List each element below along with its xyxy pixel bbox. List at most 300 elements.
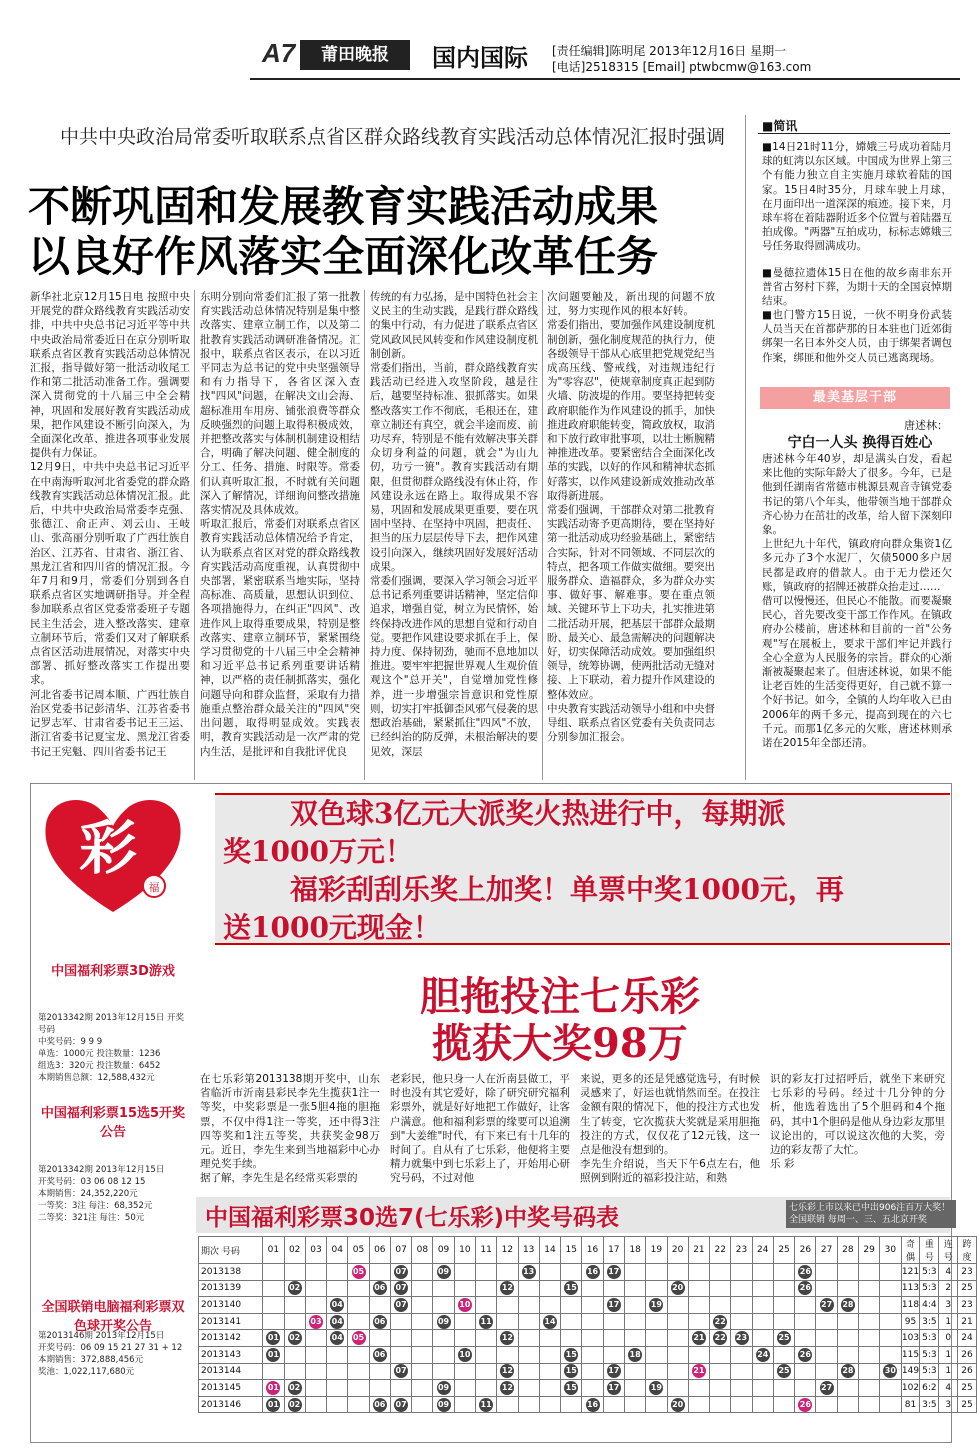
ball-cell [688, 1363, 709, 1380]
welfare-lottery-logo [38, 790, 198, 920]
15x5-results: 第2013342期 2013年12月15日 开奖号码：03 06 08 12 15 本期销售：24,352,220元 一等奖：3注 每注：68,352元 二等奖：321注 每注：50元 [38, 1165, 165, 1223]
header-number: 03 [305, 1237, 326, 1264]
winning-ball: 18 [628, 1348, 642, 1362]
winning-ball: 01 [266, 1398, 280, 1412]
empty-cell [731, 1396, 752, 1413]
draw-stat: 103 [901, 1330, 920, 1347]
empty-cell [412, 1396, 433, 1413]
empty-cell [539, 1297, 560, 1314]
header-number: 13 [518, 1237, 539, 1264]
winning-ball: 22 [713, 1315, 727, 1329]
ball-cell [497, 1380, 518, 1397]
empty-cell [603, 1346, 624, 1363]
empty-cell [710, 1280, 731, 1297]
empty-cell [688, 1380, 709, 1397]
empty-cell [731, 1363, 752, 1380]
empty-cell [667, 1264, 688, 1281]
draw-row [199, 1330, 977, 1347]
empty-cell [390, 1380, 411, 1397]
winning-ball: 24 [756, 1348, 770, 1362]
winning-ball: 09 [437, 1381, 451, 1395]
header-number: 02 [284, 1237, 305, 1264]
feature-body: 唐述林今年40岁，却是满头白发，看起来比他的实际年龄大了很多。今年，已是他到任湖南省常德市桃源县观音寺镇党委书记的第八个年头，他带领当地干部群众齐心协力在茁壮的改革，给人留下深刻印象。 上世纪九十年代，镇政府向群众集资1亿多元办了3个水泥厂，欠债5000多户居民都是政府的借款人。由于无力偿还欠账，镇政府的招牌还被群众抬走过…… 借可以慢慢还，但民心不能散。而要凝聚民心，首先要改变干部工作作风。在镇政府办公楼前，唐述林和目前的一首"公务观"写在展板上，要求干部们牢记并践行全心全意为人民服务的宗旨。群众的心渐渐被凝聚起来了。但唐述林说，如果不能让老百姓的生活变得更好，自己就不算一个好书记。如今，全镇的人均年收入已由2006年的两千多元，提高到现在的六七千元。而那1亿多元的欠账，唐述林则承诺在2015年全部还清。 [762, 453, 952, 750]
empty-cell [475, 1264, 496, 1281]
empty-cell [582, 1330, 603, 1347]
header-number: 07 [390, 1237, 411, 1264]
empty-cell [305, 1264, 326, 1281]
winning-ball: 12 [500, 1331, 514, 1345]
draw-issue: 2013138 [199, 1264, 263, 1281]
empty-cell [518, 1346, 539, 1363]
empty-cell [731, 1346, 752, 1363]
headline-line-1: 不断巩固和发展教育实践活动成果 [28, 182, 659, 231]
empty-cell [497, 1396, 518, 1413]
ball-cell [454, 1346, 475, 1363]
draw-stat: 115 [901, 1346, 920, 1363]
draw-stat: 25 [958, 1280, 977, 1297]
empty-cell [305, 1346, 326, 1363]
empty-cell [263, 1297, 284, 1314]
winning-ball: 07 [394, 1298, 408, 1312]
empty-cell [837, 1330, 858, 1347]
draw-issue: 2013145 [199, 1380, 263, 1397]
brief-item: ■也门警方15日说，一伙不明身份武装人员当天在首都萨那的日本驻也门近郊街绑架一名日本外交人员，由于绑架者调包作案，绑匪和他外交人员已逃离现场。 [762, 309, 952, 364]
draw-stat: 5:3 [920, 1280, 939, 1297]
empty-cell [731, 1297, 752, 1314]
empty-cell [348, 1380, 369, 1397]
empty-cell [859, 1264, 880, 1281]
winning-ball: 06 [373, 1281, 387, 1295]
empty-cell [667, 1380, 688, 1397]
empty-cell [539, 1363, 560, 1380]
empty-cell [624, 1280, 645, 1297]
empty-cell [369, 1264, 390, 1281]
empty-cell [752, 1380, 773, 1397]
winning-ball: 06 [373, 1348, 387, 1362]
feature-banner: 最美基层干部 [760, 387, 950, 409]
draw-stat: 5:3 [920, 1363, 939, 1380]
logo-char: 彩 [78, 814, 138, 882]
ball-cell [731, 1330, 752, 1347]
banner-line-2: 奖1000万元！ [223, 835, 413, 868]
empty-cell [880, 1330, 901, 1347]
empty-cell [412, 1313, 433, 1330]
double-color-title: 全国联销电脑福利彩票双色球开奖公告 [41, 1300, 185, 1334]
draw-stat: 2 [939, 1280, 958, 1297]
header-number: 27 [816, 1237, 837, 1264]
empty-cell [880, 1396, 901, 1413]
empty-cell [561, 1297, 582, 1314]
ball-cell [688, 1330, 709, 1347]
empty-cell [454, 1396, 475, 1413]
empty-cell [731, 1380, 752, 1397]
empty-cell [454, 1363, 475, 1380]
winning-ball: 17 [607, 1364, 621, 1378]
winning-ball: 19 [649, 1381, 663, 1395]
ball-cell [773, 1363, 794, 1380]
brief-label: ■简讯 [762, 119, 798, 133]
winning-ball: 26 [798, 1281, 812, 1295]
header-number: 25 [773, 1237, 794, 1264]
empty-cell [837, 1346, 858, 1363]
ball-cell [263, 1396, 284, 1413]
header-stat: 跨度 [958, 1237, 977, 1264]
empty-cell [348, 1280, 369, 1297]
empty-cell [475, 1280, 496, 1297]
ball-cell [390, 1280, 411, 1297]
draw-row [199, 1313, 977, 1330]
draw-row [199, 1396, 977, 1413]
ball-cell [837, 1363, 858, 1380]
ball-cell [539, 1313, 560, 1330]
empty-cell [816, 1346, 837, 1363]
empty-cell [263, 1264, 284, 1281]
empty-cell [624, 1396, 645, 1413]
empty-cell [816, 1280, 837, 1297]
empty-cell [624, 1330, 645, 1347]
empty-cell [305, 1363, 326, 1380]
winning-ball: 27 [820, 1298, 834, 1312]
ball-cell [497, 1280, 518, 1297]
empty-cell [859, 1330, 880, 1347]
brief-item: ■曼德拉遗体15日在他的故乡南非东开普省古努村下葬，为期十天的全国哀悼期结束。 [762, 267, 952, 308]
empty-cell [433, 1363, 454, 1380]
empty-cell [412, 1280, 433, 1297]
ball-cell [390, 1363, 411, 1380]
ball-cell [284, 1380, 305, 1397]
empty-cell [752, 1396, 773, 1413]
empty-cell [327, 1396, 348, 1413]
winning-ball: 02 [288, 1331, 302, 1345]
empty-cell [624, 1380, 645, 1397]
promo-column-4: 识的彩友打过招呼后，就坐下来研究七乐彩的号码。经过十几分钟的分析，他选着选出了5个胆码和4个拖码，其中1个胆码是他从身边彩友那里议论出的，可以说这次他的大奖，旁边的彩友帮了大忙。 乐 彩 [770, 1073, 945, 1171]
draw-stat: 0 [939, 1330, 958, 1347]
header-number: 20 [667, 1237, 688, 1264]
winning-ball: 04 [330, 1331, 344, 1345]
draw-stat: 6:2 [920, 1380, 939, 1397]
empty-cell [305, 1280, 326, 1297]
empty-cell [688, 1297, 709, 1314]
empty-cell [646, 1363, 667, 1380]
empty-cell [412, 1297, 433, 1314]
draw-stat: 21 [958, 1313, 977, 1330]
special-ball: 21 [692, 1364, 706, 1378]
header-number: 17 [603, 1237, 624, 1264]
ball-cell [710, 1313, 731, 1330]
ball-cell [369, 1280, 390, 1297]
ball-cell [561, 1280, 582, 1297]
ball-cell [795, 1396, 816, 1413]
header-stat: 奇偶 [901, 1237, 920, 1264]
winning-ball: 22 [713, 1331, 727, 1345]
draw-stat: 149 [901, 1363, 920, 1380]
heart-logo-icon [38, 790, 188, 918]
winning-ball: 02 [288, 1381, 302, 1395]
empty-cell [859, 1346, 880, 1363]
header-number: 06 [369, 1237, 390, 1264]
empty-cell [327, 1346, 348, 1363]
sidebar-divider [745, 115, 746, 780]
ball-cell [582, 1264, 603, 1281]
empty-cell [327, 1363, 348, 1380]
empty-cell [582, 1346, 603, 1363]
winning-ball: 20 [671, 1398, 685, 1412]
winning-ball: 12 [500, 1381, 514, 1395]
empty-cell [752, 1264, 773, 1281]
ball-cell [433, 1396, 454, 1413]
draw-row [199, 1346, 977, 1363]
empty-cell [795, 1297, 816, 1314]
empty-cell [518, 1380, 539, 1397]
empty-cell [837, 1396, 858, 1413]
empty-cell [539, 1346, 560, 1363]
winning-ball: 19 [649, 1298, 663, 1312]
empty-cell [624, 1363, 645, 1380]
ball-cell [348, 1330, 369, 1347]
promo-column-2: 老彩民，他只身一人在沂南县做工，平时也没有其它爱好，除了研究研究福利彩票外，就是好好地把工作做好，让客户满意。他和福利彩票的缘要可以追溯到"大姜维"时代，有下来已有十几年的时间了。自从有了七乐彩，他便将主要精力就集中到七乐彩上了，开始用心研究号码，不过对他 [390, 1073, 570, 1185]
empty-cell [433, 1330, 454, 1347]
empty-cell [561, 1264, 582, 1281]
3d-game-title: 中国福利彩票3D游戏 [51, 964, 175, 979]
winning-ball: 11 [479, 1315, 493, 1329]
special-ball: 01 [266, 1381, 280, 1395]
ball-cell [390, 1396, 411, 1413]
logo-sub-char: 福 [148, 881, 160, 894]
ball-cell [603, 1363, 624, 1380]
empty-cell [539, 1380, 560, 1397]
empty-cell [603, 1280, 624, 1297]
empty-cell [412, 1264, 433, 1281]
empty-cell [475, 1346, 496, 1363]
paper-logo: 莆田晚报 [300, 40, 410, 70]
empty-cell [624, 1264, 645, 1281]
draw-row [199, 1363, 977, 1380]
empty-cell [284, 1313, 305, 1330]
winning-ball: 25 [777, 1331, 791, 1345]
empty-cell [859, 1313, 880, 1330]
empty-cell [816, 1330, 837, 1347]
ball-cell [667, 1280, 688, 1297]
empty-cell [816, 1313, 837, 1330]
winning-ball: 20 [671, 1281, 685, 1295]
article-column-4: 次问题要触及，新出现的问题不放过，努力实现作风的根本好转。 常委们指出，要加强作风建设制度机制创新，强化制度规范的执行力，使各级领导干部从心底里把党规党纪当成高压线、警戒线，对违规违纪行为"零容忍"，使规章制度真正起到防火墙、防波堤的作用。要坚持把转变政府职能作为作风建设的抓手，加快推进政府职能转变，简政放权，取消和下放行政审批事项，以壮士断腕精神推进改革。要紧密结合全面深化改革的实践，以好的作风和精神状态抓好落实，以作风建设新成效推动改革取得新进展。 常委们强调，干部群众对第二批教育实践活动寄予更高期待，要在坚持好第一批活动成功经验基础上，紧密结合实际，针对不同领域、不同层次的特点，把各项工作做实做细。要突出服务群众、造福群众，多为群众办实事、做好事、解难事。要在重点领域、关键环节上下功夫，扎实推进第二批活动开展，把基层干部群众最期盼、最关心、最急需解决的问题解决好，切实保障活动成效。要加强组织领导，统筹协调，使两批活动无缝对接、上下联动，着力提升作风建设的整体效应。 中央教育实践活动领导小组和中央督导组、联系点省区党委有关负责同志分别参加汇报会。 [547, 291, 715, 744]
header-number: 16 [582, 1237, 603, 1264]
winning-ball: 01 [266, 1331, 280, 1345]
empty-cell [284, 1264, 305, 1281]
empty-cell [752, 1363, 773, 1380]
empty-cell [688, 1264, 709, 1281]
ball-cell [284, 1330, 305, 1347]
draw-stat: 5:3 [920, 1346, 939, 1363]
ball-cell [369, 1313, 390, 1330]
winning-ball: 07 [394, 1364, 408, 1378]
draw-stat: 5:3 [920, 1330, 939, 1347]
winning-ball: 12 [500, 1364, 514, 1378]
promo-headline-2: 揽获大奖98万 [432, 1020, 688, 1067]
empty-cell [880, 1313, 901, 1330]
winning-ball: 23 [735, 1331, 749, 1345]
draw-issue: 2013140 [199, 1297, 263, 1314]
empty-cell [539, 1330, 560, 1347]
empty-cell [773, 1396, 794, 1413]
header-number: 23 [731, 1237, 752, 1264]
ball-cell [497, 1363, 518, 1380]
ball-cell [433, 1380, 454, 1397]
empty-cell [731, 1280, 752, 1297]
empty-cell [624, 1297, 645, 1314]
draw-stat: 4 [939, 1264, 958, 1281]
empty-cell [688, 1396, 709, 1413]
empty-cell [773, 1280, 794, 1297]
empty-cell [390, 1330, 411, 1347]
empty-cell [348, 1346, 369, 1363]
empty-cell [539, 1396, 560, 1413]
empty-cell [773, 1297, 794, 1314]
special-ball: 10 [458, 1298, 472, 1312]
brief-item: ■14日21时11分，嫦娥三号成功着陆月球的虹湾以东区域。中国成为世界上第三个有能力独立自主实施月球软着陆的国家。15日4时35分，月球车驶上月球，在月面印出一道深深的痕迹。接下来，月球车将在着陆器附近多个位置与着陆器互拍成像。"两器"互拍成功，标标志嫦娥三号任务取得圆满成功。 [762, 141, 952, 253]
empty-cell [837, 1280, 858, 1297]
article-column-1: 新华社北京12月15日电 按照中央开展党的群众路线教育实践活动安排，中共中央总书记习近平等中共中央政治局常委近日在京分别听取联系点省区教育实践活动总体情况汇报，指导做好第一批活动收尾工作和第二批活动准备工作。强调要深入贯彻党的十八届三中全会精神，巩固和发展好教育实践活动成果，把作风建设不断引向深入，为全面深化改革、推进各项事业发展提供有力保证。 12月9日，中共中央总书记习近平在中南海听取河北省委党的群众路线教育实践活动总体情况汇报。此后，中共中央政治局常委李克强、张德江、俞正声、刘云山、王岐山、张高丽分别听取了广西壮族自治区、江苏省、甘肃省、浙江省、黑龙江省和四川省的情况汇报。今年7月和9月，常委们分别到各自联系点省区实地调研指导。并全程参加联系点省区党委常委班子专题民主生活会，进入整改落实、建章立制环节后，常委们又对了解联系点省区活动进展情况，对落实中央部署、抓好整改落实工作提出要求。 河北省委书记周本顺、广西壮族自治区党委书记彭清华、江苏省委书记罗志军、甘肃省委书记王三运、浙江省委书记夏宝龙、黑龙江省委书记王宪魁、四川省委书记王 [30, 291, 190, 758]
ball-cell [837, 1297, 858, 1314]
ball-cell [348, 1264, 369, 1281]
winning-ball: 17 [607, 1381, 621, 1395]
header-number: 12 [497, 1237, 518, 1264]
empty-cell [667, 1313, 688, 1330]
empty-cell [880, 1346, 901, 1363]
draw-stat: 1 [939, 1346, 958, 1363]
winning-ball: 13 [522, 1265, 536, 1279]
empty-cell [518, 1313, 539, 1330]
empty-cell [454, 1264, 475, 1281]
empty-cell [624, 1313, 645, 1330]
empty-cell [710, 1396, 731, 1413]
empty-cell [539, 1264, 560, 1281]
empty-cell [582, 1280, 603, 1297]
ball-cell [603, 1380, 624, 1397]
draw-stat: 4 [939, 1380, 958, 1397]
empty-cell [582, 1297, 603, 1314]
feature-author: 唐述林： [904, 419, 948, 432]
special-ball: 26 [798, 1398, 812, 1412]
empty-cell [433, 1346, 454, 1363]
ball-cell [369, 1346, 390, 1363]
empty-cell [710, 1346, 731, 1363]
header-number: 04 [327, 1237, 348, 1264]
results-body [199, 1264, 977, 1413]
header-number: 30 [880, 1237, 901, 1264]
draw-stat: 23 [958, 1264, 977, 1281]
empty-cell [816, 1264, 837, 1281]
feature-title: 宁白一人头 换得百姓心 [787, 435, 933, 451]
empty-cell [390, 1313, 411, 1330]
empty-cell [412, 1330, 433, 1347]
ball-cell [646, 1297, 667, 1314]
empty-cell [773, 1346, 794, 1363]
promo-banner [215, 793, 950, 945]
empty-cell [646, 1313, 667, 1330]
results-title: 中国福利彩票30选7(七乐彩)中奖号码表 [205, 1205, 620, 1231]
banner-line-4: 送1000元现金！ [223, 911, 441, 944]
header-stat: 重号 [920, 1237, 939, 1264]
section-title: 国内国际 [432, 44, 528, 72]
empty-cell [518, 1330, 539, 1347]
ball-cell [816, 1380, 837, 1397]
winning-ball: 01 [266, 1348, 280, 1362]
special-ball: 03 [309, 1315, 323, 1329]
draw-issue: 2013141 [199, 1313, 263, 1330]
empty-cell [710, 1380, 731, 1397]
ball-cell [497, 1330, 518, 1347]
header-number: 29 [859, 1237, 880, 1264]
empty-cell [688, 1313, 709, 1330]
empty-cell [837, 1313, 858, 1330]
empty-cell [412, 1346, 433, 1363]
empty-cell [561, 1330, 582, 1347]
ball-cell [454, 1297, 475, 1314]
editor-info: [责任编辑]陈明尾 2013年12月16日 星期一 [552, 44, 787, 58]
winning-ball: 16 [586, 1398, 600, 1412]
empty-cell [880, 1380, 901, 1397]
winning-ball: 15 [564, 1364, 578, 1378]
header-rule [250, 78, 960, 80]
winning-ball: 15 [564, 1281, 578, 1295]
winning-ball: 07 [394, 1265, 408, 1279]
winning-ball: 02 [288, 1281, 302, 1295]
empty-cell [752, 1330, 773, 1347]
draw-stat: 113 [901, 1280, 920, 1297]
promo-column-1: 在七乐彩第2013138期开奖中，山东省临沂市沂南县彩民李先生揽获1注一等奖，中奖彩票是一张5胆4拖的胆拖票，不仅中得1注一等奖，还中得3注四等奖和1注五等奖，共获奖金98万元。近日，李先生来到当地福彩中心办理兑奖手续。 据了解，李先生是名经常买彩票的 [200, 1073, 380, 1185]
draw-stat: 25 [958, 1380, 977, 1397]
empty-cell [348, 1313, 369, 1330]
winning-ball: 28 [841, 1364, 855, 1378]
empty-cell [859, 1396, 880, 1413]
empty-cell [305, 1330, 326, 1347]
draw-stat: 1 [939, 1363, 958, 1380]
winning-ball: 26 [798, 1348, 812, 1362]
empty-cell [412, 1363, 433, 1380]
empty-cell [348, 1363, 369, 1380]
empty-cell [710, 1363, 731, 1380]
empty-cell [859, 1280, 880, 1297]
column-divider [364, 290, 365, 780]
empty-cell [518, 1297, 539, 1314]
winning-ball: 06 [373, 1398, 387, 1412]
empty-cell [561, 1396, 582, 1413]
ball-cell [561, 1380, 582, 1397]
empty-cell [327, 1380, 348, 1397]
empty-cell [497, 1313, 518, 1330]
empty-cell [880, 1297, 901, 1314]
ball-cell [561, 1346, 582, 1363]
draw-stat: 3:5 [920, 1313, 939, 1330]
header-number: 05 [348, 1237, 369, 1264]
empty-cell [837, 1380, 858, 1397]
results-table [198, 1236, 977, 1413]
empty-cell [348, 1297, 369, 1314]
empty-cell [646, 1396, 667, 1413]
empty-cell [603, 1330, 624, 1347]
ball-cell [667, 1396, 688, 1413]
15x5-title: 中国福利彩票15选5开奖公告 [40, 1106, 186, 1140]
draw-issue: 2013142 [199, 1330, 263, 1347]
empty-cell [497, 1264, 518, 1281]
empty-cell [454, 1330, 475, 1347]
special-ball: 05 [352, 1265, 366, 1279]
draw-issue: 2013144 [199, 1363, 263, 1380]
ball-cell [390, 1297, 411, 1314]
winning-ball: 07 [394, 1281, 408, 1295]
empty-cell [369, 1363, 390, 1380]
